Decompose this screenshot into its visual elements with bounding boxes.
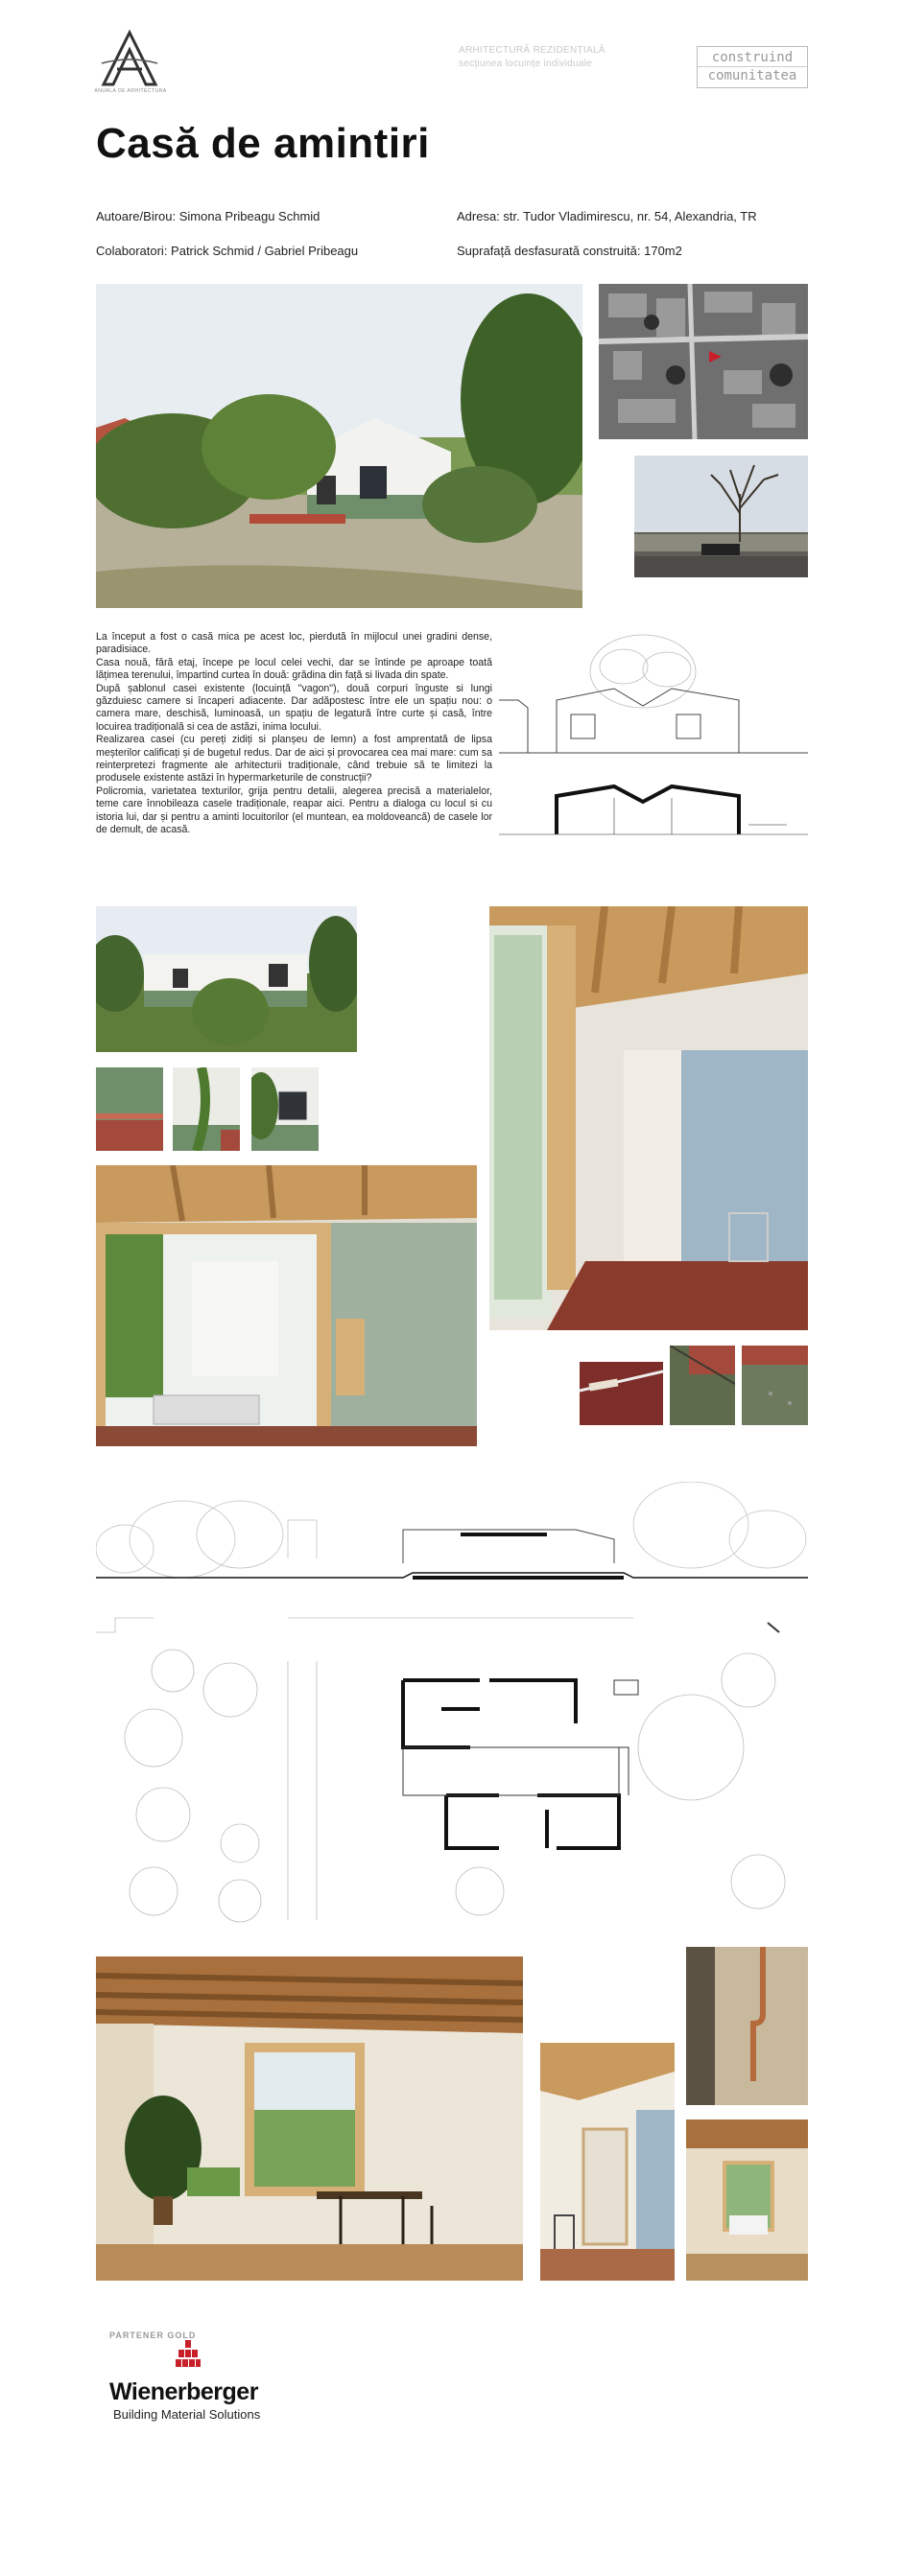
collaborators-line: Colaboratori: Patrick Schmid / Gabriel Pribeagu [96,244,359,258]
detail-photo-window [251,1067,319,1151]
street-context-photo [634,456,808,577]
detail-photo-tile-floor [580,1362,663,1425]
detail-photo-green-texture [742,1346,808,1425]
construind-comunitatea-logo [697,46,808,88]
detail-photo-climbing-plant [173,1067,240,1151]
dining-room-photo [96,1956,523,2281]
address-line: Adresa: str. Tudor Vladimirescu, nr. 54, Alexandria, TR [457,209,757,223]
project-description [96,631,492,837]
description-paragraph: Realizarea casei (cu pereți zidiți si planșeu de lemn) a fost amprentată de lipsa meșterilor calificați și de bugetul redus. Dar de aici și provocarea cea mai mare: cum sa reinterpretezi fragmente ale arhitecturii tradiționale, când trebuie să te limitezi la produsele existente astăzi în hypermarketurile de construcții? [96,734,492,785]
badge-line-2: comunitatea [707,68,797,83]
living-room-window-photo [96,1165,477,1446]
description-paragraph: La început a fost o casă mica pe acest loc, pierdută în mijlocul unei gradini dense, paradisiace. [96,631,492,656]
interior-corridor-photo [489,906,808,1330]
sponsor-name: Wienerberger [109,2378,258,2405]
badge-line-1: construind [698,49,807,67]
partner-label: PARTENER GOLD [109,2330,197,2340]
description-paragraph: Casa nouă, fără etaj, începe pe locul celei vechi, dar se întinde pe aproape toată lățimea terenului, împartind curtea în două: grădina din față si livada din spate. [96,656,492,682]
logo-caption: ANUALA DE ARHITECTURA [94,88,167,94]
site-section-drawing [96,1482,808,1597]
author-line: Autoare/Birou: Simona Pribeagu Schmid [96,209,320,223]
bedroom-window-photo [686,2119,808,2281]
hallway-photo [540,2043,675,2281]
anuala-logo [96,29,163,96]
project-title: Casă de amintiri [96,120,430,167]
elevation-section-drawings [499,633,808,863]
wienerberger-logo-icon [176,2340,201,2373]
sponsor-tagline: Building Material Solutions [113,2407,261,2422]
category-line-1: ARHITECTURĂ REZIDENȚIALĂ [459,45,605,56]
category-line-2: secțiunea locuințe individuale [459,59,593,69]
description-paragraph: Policromia, varietatea texturilor, grija pentru detalii, alegerea precisă a materialelor, teme care înnobileaza casele tradiționale, reapar aici. Pentru a dialoga cu locul si cu istoria lui, dar și pentru a aminti locuitorilor (el muntean, ea moldoveancă) de casele lor de demult, de acasă. [96,785,492,836]
copper-pipe-detail-photo [686,1947,808,2105]
area-line: Suprafață desfasurată construită: 170m2 [457,244,682,258]
aerial-map-photo [599,284,808,439]
site-floor-plan [96,1604,808,1930]
category-label [459,44,605,71]
description-paragraph: După șablonul casei existente (locuință "vagon"), două corpuri înguste si lungi găzduiesc camere si încaperi adiacente. Dar adăpostesc între ele un spațiu nou: o camera mare, deschisă, luminoasă, un spațiu de legatură între curte și casă, între locuirea tradițională si cea de astăzi, inima locului. [96,682,492,733]
detail-photo-brick-steps [96,1067,163,1151]
detail-photo-floor-corner [670,1346,735,1425]
garden-facade-photo [96,906,357,1052]
main-exterior-photo [96,284,582,608]
